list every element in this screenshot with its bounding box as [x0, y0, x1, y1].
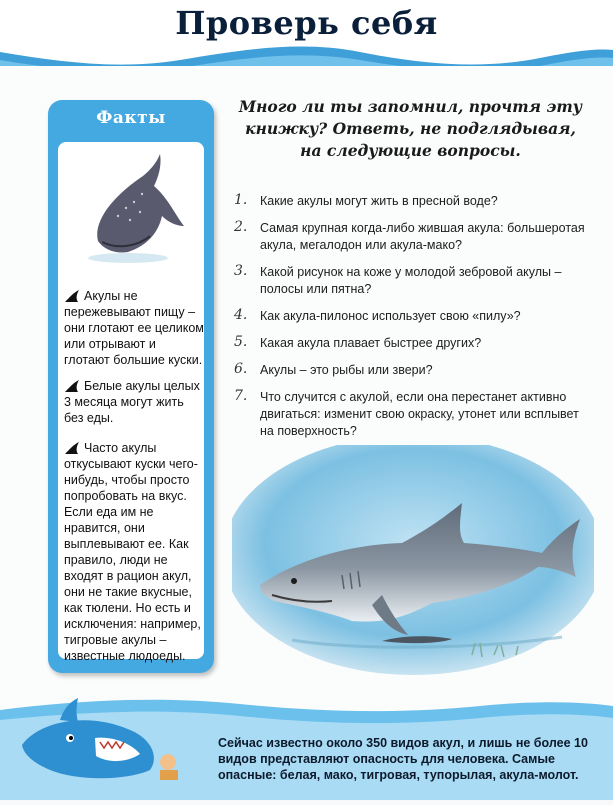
page-title: Проверь себя: [175, 4, 438, 42]
shark-fin-icon: [64, 441, 80, 455]
fact-item: Часто акулы откусывают куски чего-нибудь, чтобы просто попробовать на вкус. Если еда им не нравится, они выплевывают ее. Как правило, люди не входят в рацион акул, они не такие вкусные, как тюлени. Но есть и исключения: например, тигровые акулы – известные людоеды.: [64, 441, 201, 663]
question-item: 2. Самая крупная когда-либо жившая акула: большеротая акула, мегалодон или акула-мако?: [234, 219, 585, 252]
facts-content: [58, 142, 204, 663]
question-item: 4. Как акула-пилонос использует свою «пилу»?: [234, 307, 521, 323]
bottom-fact-text: Сейчас известно около 350 видов акул, и лишь не более 10 видов представляют опасность для человека. Самые опасные: белая, мако, тигровая, тупорылая, акула-молот.: [218, 736, 588, 782]
shark-fin-icon: [64, 289, 80, 303]
quiz-intro: Много ли ты запомнил, прочтя эту книжку? Ответь, не подглядывая, на следующие вопросы.: [238, 97, 583, 160]
question-list: [232, 193, 592, 450]
question-item: 5. Какая акула плавает быстрее других?: [234, 334, 482, 350]
facts-heading: Факты: [96, 108, 166, 128]
fact-item: Белые акулы целых 3 месяца могут жить без еды.: [64, 379, 200, 425]
fact-item: Акулы не пережевывают пищу – они глотают ее целиком или отрывают и глотают большие куски.: [64, 289, 204, 367]
question-item: 1. Какие акулы могут жить в пресной воде?: [234, 192, 498, 208]
facts-panel: [48, 100, 214, 673]
page-header: [0, 0, 613, 72]
bull-shark-illustration: [232, 445, 594, 677]
question-item: 7. Что случится с акулой, если она перестанет активно двигаться: изменит свою окраску, утонет или всплывет на поверхность?: [234, 388, 579, 438]
question-item: 3. Какой рисунок на коже у молодой зебровой акулы – полосы или пятна?: [234, 263, 562, 296]
whale-shark-illustration: [58, 146, 204, 266]
question-item: 6. Акулы – это рыбы или звери?: [234, 361, 433, 377]
shark-fin-icon: [64, 379, 80, 393]
